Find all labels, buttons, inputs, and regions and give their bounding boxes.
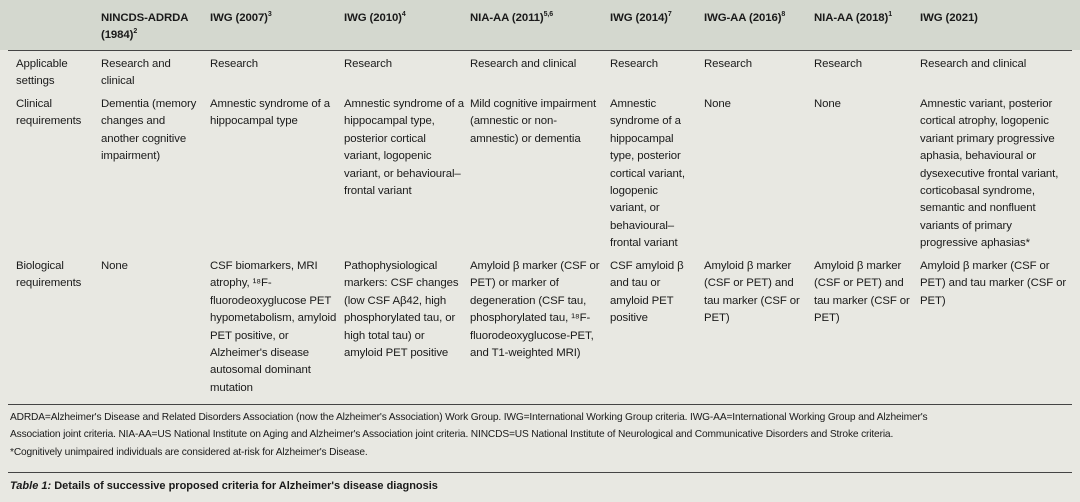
cell-biological-col-4: Amyloid β marker (CSF or PET) or marker of degeneration (CSF tau, phosphorylated tau, ¹⁸F-fluorodeoxyglucose-PET, and T1-weighted MRI): [470, 260, 600, 360]
cell-clinical-col-6: None: [704, 98, 731, 110]
header-col-7: NIA-AA $(2018)^1$: [814, 11, 893, 24]
cell-settings-col-6: Research: [704, 58, 752, 70]
header-col-1: NINCDS-ADRDA $(1984)^2$: [101, 12, 189, 41]
footnote-abbreviations-1: ADRDA=Alzheimer's Disease and Related Disorders Association (now the Alzheimer's Association) Work Group. IWG=International Working Group criteria. IWG-AA=International Working Group and Alzheimer's: [10, 412, 928, 423]
header-rule: [8, 50, 1072, 51]
cell-settings-col-3: Research: [344, 58, 392, 70]
caption-label: Table 1:: [10, 480, 52, 492]
header-col-3: IWG $(2010)^4$: [344, 11, 406, 24]
cell-settings-col-1: Research and clinical: [101, 58, 171, 88]
cell-clinical-col-4: Mild cognitive impairment (amnestic or non-amnestic) or dementia: [470, 98, 597, 145]
cell-settings-col-2: Research: [210, 58, 258, 70]
footnote-asterisk: *Cognitively unimpaired individuals are considered at-risk for Alzheimer's Disease.: [10, 447, 368, 458]
cell-settings-col-4: Research and clinical: [470, 58, 577, 70]
row-label-biological-requirements: Biological requirements: [16, 260, 82, 290]
cell-clinical-col-8: Amnestic variant, posterior cortical atrophy, logopenic variant primary progressive aphasia, behavioural or dysexecutive frontal variant, corticobasal syndrome, semantic and nonfluent variants of primary progressive aphasias*: [920, 98, 1059, 250]
table-caption: [10, 478, 438, 494]
cell-biological-col-5: CSF amyloid β and tau or amyloid PET positive: [610, 260, 684, 325]
cell-biological-col-2: CSF biomarkers, MRI atrophy, ¹⁸F-fluorodeoxyglucose PET hypometabolism, amyloid PET positive, or Alzheimer's disease autosomal dominant mutation: [210, 260, 337, 394]
table-bottom-rule: [8, 404, 1072, 405]
cell-settings-col-7: Research: [814, 58, 862, 70]
cell-settings-col-8: Research and clinical: [920, 58, 1027, 70]
cell-biological-col-8: Amyloid β marker (CSF or PET) and tau marker (CSF or PET): [920, 260, 1067, 307]
cell-biological-col-7: Amyloid β marker (CSF or PET) and tau marker (CSF or PET): [814, 260, 910, 325]
header-col-2: IWG $(2007)^3$: [210, 11, 272, 24]
header-col-8: IWG (2021): [920, 12, 978, 24]
caption-rule: [8, 472, 1072, 473]
cell-clinical-col-5: Amnestic syndrome of a hippocampal type, posterior cortical variant, logopenic variant, or behavioural–frontal variant: [610, 98, 685, 250]
cell-biological-col-3: Pathophysiological markers: CSF changes (low CSF Aβ42, high phosphorylated tau, or high total tau) or amyloid PET positive: [344, 260, 459, 360]
cell-clinical-col-1: Dementia (memory changes and another cognitive impairment): [101, 98, 197, 163]
cell-clinical-col-3: Amnestic syndrome of a hippocampal type, posterior cortical variant, logopenic variant, or behavioural–frontal variant: [344, 98, 464, 198]
header-col-4: NIA-AA $(2011)^{5,6}$: [470, 11, 554, 24]
footnote-abbreviations-2: Association joint criteria. NIA-AA=US National Institute on Aging and Alzheimer's Association joint criteria. NINCDS=US National Institute of Neurological and Communicative Disorders and Stroke criteria.: [10, 429, 894, 440]
row-label-clinical-requirements: Clinical requirements: [16, 98, 82, 128]
header-col-6: IWG-AA $(2016)^8$: [704, 11, 786, 24]
cell-biological-col-6: Amyloid β marker (CSF or PET) and tau marker (CSF or PET): [704, 260, 800, 325]
cell-biological-col-1: None: [101, 260, 128, 272]
row-label-applicable-settings: Applicable settings: [16, 58, 68, 88]
cell-clinical-col-7: None: [814, 98, 841, 110]
caption-text: Details of successive proposed criteria for Alzheimer's disease diagnosis: [54, 480, 438, 492]
cell-clinical-col-2: Amnestic syndrome of a hippocampal type: [210, 98, 330, 128]
cell-settings-col-5: Research: [610, 58, 658, 70]
header-col-5: IWG $(2014)^7$: [610, 11, 672, 24]
